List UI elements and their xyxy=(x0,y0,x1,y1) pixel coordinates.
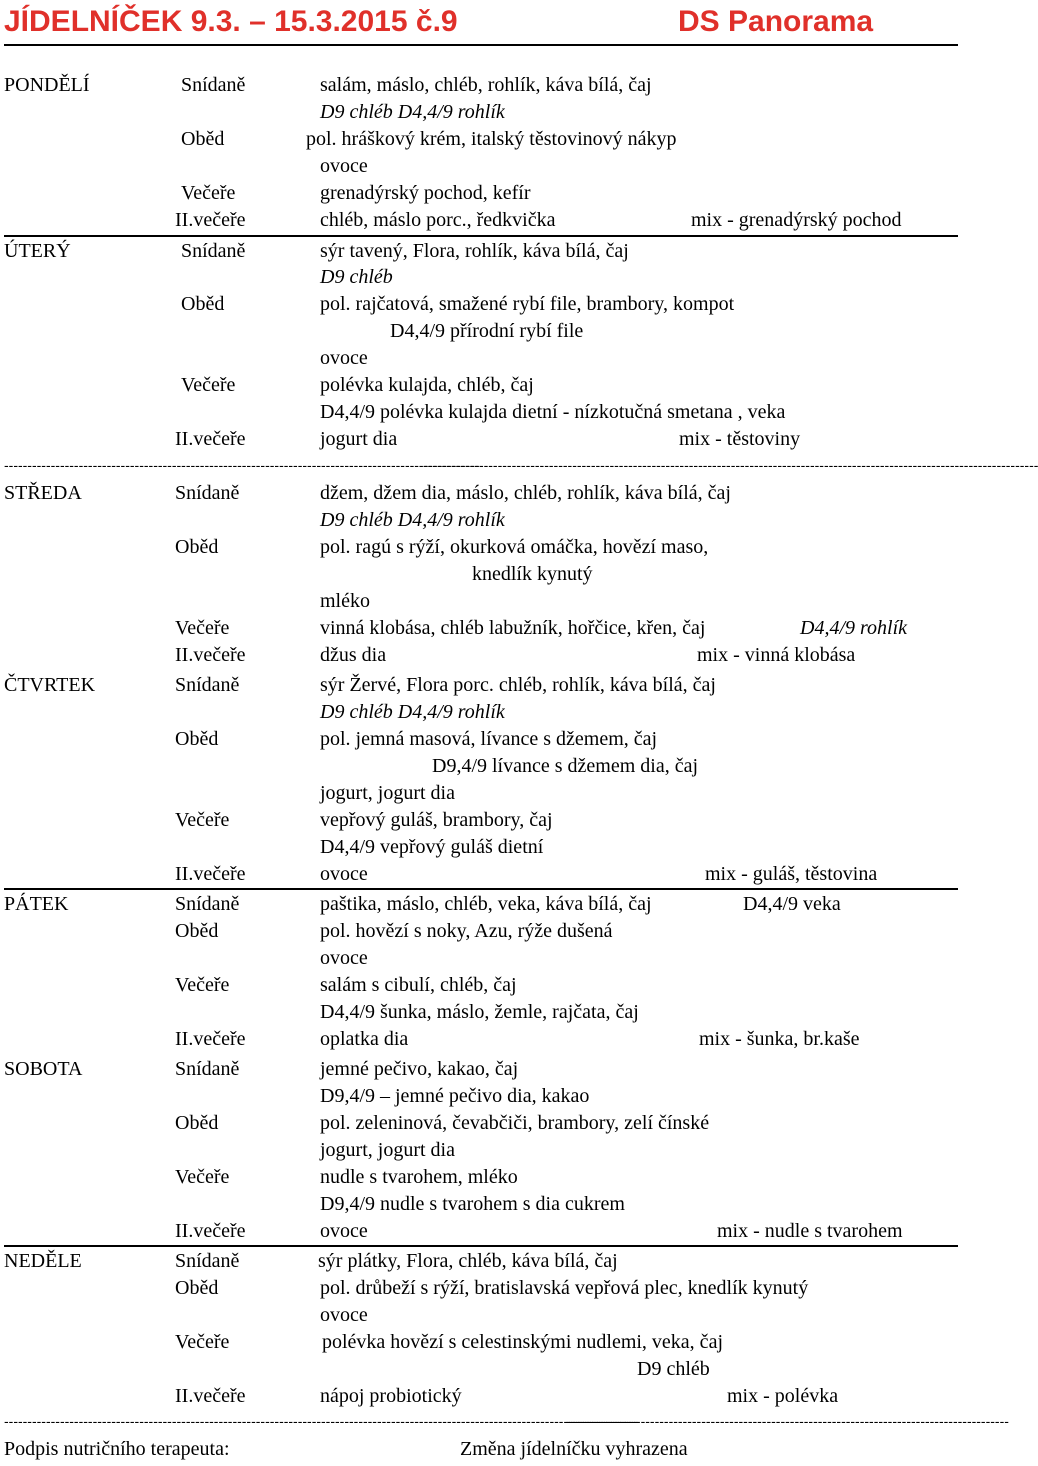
dinner-diet-text: D4,4/9 šunka, máslo, žemle, rajčata, čaj xyxy=(320,1001,639,1023)
second-dinner-text: jogurt dia xyxy=(320,428,398,450)
lunch-extra-text: jogurt, jogurt dia xyxy=(320,1139,455,1161)
lunch-extra-text: ovoce xyxy=(320,347,368,369)
meal-label-breakfast: Snídaně xyxy=(175,674,240,696)
meal-label-breakfast: Snídaně xyxy=(181,74,246,96)
meal-label-breakfast: Snídaně xyxy=(175,893,240,915)
day-name-tuesday: ÚTERÝ xyxy=(4,240,71,262)
dashed-divider: ------------------------------------------------------------------------------------------------------ xyxy=(4,457,480,473)
mix-text: mix - grenadýrský pochod xyxy=(691,209,902,231)
lunch-extra-text: jogurt, jogurt dia xyxy=(320,782,455,804)
lunch-text: pol. hovězí s noky, Azu, rýže dušená xyxy=(320,920,613,942)
mix-text: mix - vinná klobása xyxy=(697,644,856,666)
mix-text: mix - guláš, těstovina xyxy=(705,863,878,885)
meal-label-lunch: Oběd xyxy=(175,536,219,558)
breakfast-text: salám, máslo, chléb, rohlík, káva bílá, čaj xyxy=(320,74,652,96)
dinner-text: grenadýrský pochod, kefír xyxy=(320,182,531,204)
meal-label-breakfast: Snídaně xyxy=(175,482,240,504)
dinner-text: vinná klobása, chléb labužník, hořčice, křen, čaj xyxy=(320,617,706,639)
day-name-monday: PONDĚLÍ xyxy=(4,74,90,96)
meal-label-lunch: Oběd xyxy=(175,728,219,750)
dashed-divider: ---------------------------------------------------------------------------------------------------------------------------------------- xyxy=(4,1413,639,1429)
breakfast-diet-text: D9,4/9 – jemné pečivo dia, kakao xyxy=(320,1085,590,1107)
breakfast-text: sýr Žervé, Flora porc. chléb, rohlík, káva bílá, čaj xyxy=(320,674,716,696)
meal-label-second-dinner: II.večeře xyxy=(175,644,246,666)
breakfast-diet-text: D4,4/9 veka xyxy=(743,893,841,915)
meal-label-dinner: Večeře xyxy=(175,617,230,639)
meal-label-second-dinner: II.večeře xyxy=(175,863,246,885)
meal-label-second-dinner: II.večeře xyxy=(175,209,246,231)
day-divider xyxy=(4,888,958,890)
meal-label-lunch: Oběd xyxy=(181,128,225,150)
meal-label-lunch: Oběd xyxy=(181,293,225,315)
dinner-text: nudle s tvarohem, mléko xyxy=(320,1166,518,1188)
mix-text: mix - těstoviny xyxy=(679,428,801,450)
breakfast-text: sýr plátky, Flora, chléb, káva bílá, čaj xyxy=(318,1250,618,1272)
lunch-extra-text: mléko xyxy=(320,590,370,612)
lunch-diet-text: D4,4/9 přírodní rybí file xyxy=(390,320,584,342)
dinner-text: salám s cibulí, chléb, čaj xyxy=(320,974,517,996)
organization-name: DS Panorama xyxy=(678,5,874,38)
meal-label-dinner: Večeře xyxy=(181,182,236,204)
day-name-friday: PÁTEK xyxy=(4,893,69,915)
dinner-diet-text: D9 chléb xyxy=(637,1358,710,1380)
dashed-divider: ------------------------------------------------------------------------------------------------------------------------------------ xyxy=(423,457,1038,473)
day-name-wednesday: STŘEDA xyxy=(4,482,82,504)
day-divider xyxy=(4,235,958,237)
meal-label-second-dinner: II.večeře xyxy=(175,1028,246,1050)
breakfast-text: sýr tavený, Flora, rohlík, káva bílá, čaj xyxy=(320,240,629,262)
breakfast-diet-text: D9 chléb xyxy=(320,266,393,288)
breakfast-text: jemné pečivo, kakao, čaj xyxy=(320,1058,519,1080)
meal-label-lunch: Oběd xyxy=(175,1277,219,1299)
lunch-text: pol. zeleninová, čevabčiči, brambory, zelí čínské xyxy=(320,1112,710,1134)
second-dinner-text: nápoj probiotický xyxy=(320,1385,462,1407)
breakfast-diet-text: D9 chléb D4,4/9 rohlík xyxy=(320,101,505,123)
lunch-extra-text: ovoce xyxy=(320,947,368,969)
lunch-text: pol. drůbeží s rýží, bratislavská vepřová plec, knedlík kynutý xyxy=(320,1277,809,1299)
second-dinner-text: chléb, máslo porc., ředkvička xyxy=(320,209,556,231)
meal-label-second-dinner: II.večeře xyxy=(175,1385,246,1407)
lunch-text: pol. rajčatová, smažené rybí file, brambory, kompot xyxy=(320,293,735,315)
second-dinner-text: ovoce xyxy=(320,1220,368,1242)
meal-label-lunch: Oběd xyxy=(175,1112,219,1134)
second-dinner-text: džus dia xyxy=(320,644,387,666)
meal-label-breakfast: Snídaně xyxy=(175,1058,240,1080)
meal-label-breakfast: Snídaně xyxy=(175,1250,240,1272)
dinner-diet-text: D4,4/9 polévka kulajda dietní - nízkotučná smetana , veka xyxy=(320,401,786,423)
menu-title: JÍDELNÍČEK 9.3. – 15.3.2015 č.9 xyxy=(4,5,458,38)
second-dinner-text: ovoce xyxy=(320,863,368,885)
dinner-text: vepřový guláš, brambory, čaj xyxy=(320,809,553,831)
dinner-text: polévka kulajda, chléb, čaj xyxy=(320,374,534,396)
meal-label-second-dinner: II.večeře xyxy=(175,1220,246,1242)
lunch-extra-text: ovoce xyxy=(320,1304,368,1326)
lunch-text: pol. jemná masová, lívance s džemem, čaj xyxy=(320,728,658,750)
lunch-text: pol. hráškový krém, italský těstovinový nákyp xyxy=(306,128,677,150)
signature-label: Podpis nutričního terapeuta: xyxy=(4,1438,230,1460)
dinner-diet-text: D4,4/9 rohlík xyxy=(800,617,908,639)
breakfast-text: džem, džem dia, máslo, chléb, rohlík, káva bílá, čaj xyxy=(320,482,731,504)
meal-label-breakfast: Snídaně xyxy=(181,240,246,262)
change-note: Změna jídelníčku vyhrazena xyxy=(460,1438,688,1460)
mix-text: mix - šunka, br.kaše xyxy=(699,1028,860,1050)
mix-text: mix - nudle s tvarohem xyxy=(717,1220,903,1242)
lunch-text: pol. ragú s rýží, okurková omáčka, hovězí maso, xyxy=(320,536,709,558)
meal-label-dinner: Večeře xyxy=(175,809,230,831)
meal-label-second-dinner: II.večeře xyxy=(175,428,246,450)
mix-text: mix - polévka xyxy=(727,1385,839,1407)
meal-label-dinner: Večeře xyxy=(175,974,230,996)
meal-label-dinner: Večeře xyxy=(175,1331,230,1353)
breakfast-diet-text: D9 chléb D4,4/9 rohlík xyxy=(320,509,505,531)
lunch-extra-text: ovoce xyxy=(320,155,368,177)
lunch-text-continued: knedlík kynutý xyxy=(472,563,593,585)
meal-label-lunch: Oběd xyxy=(175,920,219,942)
day-name-thursday: ČTVRTEK xyxy=(4,674,96,696)
lunch-diet-text: D9,4/9 lívance s džemem dia, čaj xyxy=(432,755,699,777)
dinner-diet-text: D4,4/9 vepřový guláš dietní xyxy=(320,836,544,858)
dinner-text: polévka hovězí s celestinskými nudlemi, veka, čaj xyxy=(322,1331,723,1353)
second-dinner-text: oplatka dia xyxy=(320,1028,409,1050)
day-name-saturday: SOBOTA xyxy=(4,1058,83,1080)
dinner-diet-text: D9,4/9 nudle s tvarohem s dia cukrem xyxy=(320,1193,625,1215)
dashed-divider: ----------------------------------------------------------------------------------------------- xyxy=(566,1413,1009,1429)
meal-label-dinner: Večeře xyxy=(181,374,236,396)
header-divider xyxy=(4,44,958,46)
breakfast-diet-text: D9 chléb D4,4/9 rohlík xyxy=(320,701,505,723)
meal-label-dinner: Večeře xyxy=(175,1166,230,1188)
day-divider xyxy=(4,1245,958,1247)
breakfast-text: paštika, máslo, chléb, veka, káva bílá, čaj xyxy=(320,893,652,915)
day-name-sunday: NEDĚLE xyxy=(4,1250,82,1272)
